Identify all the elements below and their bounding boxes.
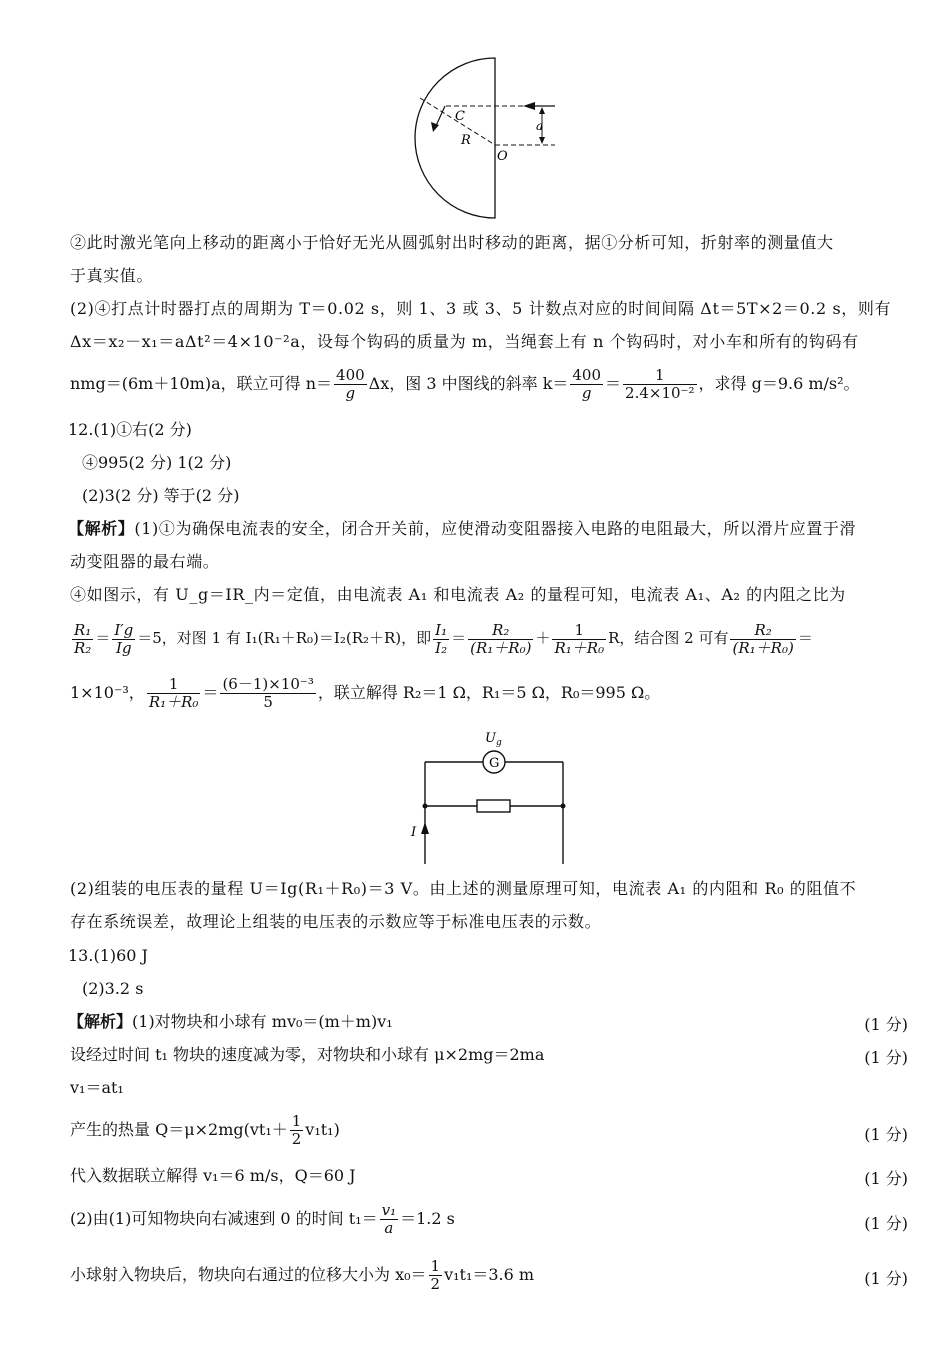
- q12-answer-2: ④995(2 分) 1(2 分): [82, 453, 232, 472]
- frac-half: [429, 1258, 443, 1293]
- q12-answer-3: (2)3(2 分) 等于(2 分): [82, 486, 240, 505]
- frac-ig: [112, 622, 135, 657]
- q12-answer-1: 12.(1)①右(2 分): [68, 420, 192, 439]
- label-a: a: [536, 119, 544, 133]
- junction-left: [423, 804, 428, 809]
- frac-den: (R₁＋R₀): [470, 638, 532, 657]
- frac-den: a: [384, 1219, 394, 1237]
- para-5: [70, 365, 860, 403]
- current-arrow: [421, 822, 429, 834]
- junction-right: [561, 804, 566, 809]
- q12-explain-6: (2)组装的电压表的量程 U＝Ig(R₁＋R₀)＝3 V。由上述的测量原理可知，电流表 A₁ 的内阻和 R₀ 的阻值不: [70, 879, 857, 898]
- fraction-400-g-2: [570, 367, 603, 402]
- e5-pre: 1×10⁻³，: [70, 683, 145, 702]
- frac-den: I₂: [435, 638, 448, 657]
- frac-num: 400: [572, 366, 602, 384]
- frac-num: 400: [336, 366, 365, 384]
- eq-sign: ＝: [202, 683, 219, 702]
- frac-num: I′g: [114, 620, 134, 639]
- para-3: (2)④打点计时器打点的周期为 T＝0.02 s，则 1、3 或 3、5 计数点对应的时间间隔 Δt＝5T×2＝0.2 s，则有: [70, 299, 892, 318]
- q13-step-1: [68, 1012, 393, 1032]
- para-2: 于真实值。: [70, 266, 154, 285]
- label-o: O: [497, 149, 508, 164]
- frac-num: I₁: [435, 620, 448, 639]
- s4-pre: 产生的热量 Q＝μ×2mg(vt₁＋: [70, 1120, 288, 1139]
- frac-num: R₂: [468, 622, 533, 640]
- frac-num: (6－1)×10⁻³: [222, 675, 314, 693]
- e4-mid1: ＝5，对图 1 有 I₁(R₁＋R₀)＝I₂(R₂＋R)，即: [137, 629, 432, 647]
- eq-sign: ＝: [797, 629, 813, 647]
- label-c: C: [455, 109, 465, 124]
- dim-head-up: [539, 107, 545, 114]
- q12-explain-1: [68, 519, 856, 539]
- frac-den: g: [345, 384, 356, 402]
- e5-post: ，联立解得 R₂＝1 Ω，R₁＝5 Ω，R₀＝995 Ω。: [317, 683, 661, 702]
- s6-post: ＝1.2 s: [400, 1209, 455, 1228]
- eq-sign: ＝: [451, 629, 467, 647]
- q13-answer-1: 13.(1)60 J: [68, 946, 148, 965]
- frac-num: 1: [430, 1257, 441, 1275]
- score-mark: (1 分): [864, 1214, 908, 1233]
- frac-half: [290, 1113, 304, 1148]
- q12-e1-text: (1)①为确保电流表的安全，闭合开关前，应使滑动变阻器接入电路的电阻最大，所以滑片应置于滑: [134, 519, 857, 538]
- fraction-1-over-2.4e-2: [623, 367, 696, 402]
- frac-1-sum: [552, 622, 606, 657]
- s6-pre: (2)由(1)可知物块向右减速到 0 的时间 t₁＝: [70, 1209, 378, 1228]
- s7-post: v₁t₁＝3.6 m: [444, 1265, 535, 1284]
- q12-explain-4: [70, 619, 813, 657]
- frac-v1-a: [380, 1202, 399, 1237]
- frac-num: 1: [291, 1112, 302, 1130]
- ray-arrowhead: [523, 102, 535, 110]
- resistor: [477, 800, 510, 812]
- label-i: I: [411, 825, 417, 840]
- frac-num: 1: [623, 367, 696, 385]
- frac-r1-r2: [72, 622, 93, 657]
- frac-den: 2.4×10⁻²: [625, 384, 695, 402]
- frac-den: (R₁＋R₀): [732, 638, 794, 657]
- analysis-tag: 【解析】: [68, 1012, 133, 1031]
- q13-step-6: [70, 1199, 455, 1239]
- q13-step-5: 代入数据联立解得 v₁＝6 m/s，Q＝60 J: [70, 1166, 356, 1185]
- q12-explain-7: 存在系统误差，故理论上组装的电压表的示数应等于标准电压表的示数。: [70, 912, 602, 931]
- q12-explain-3: ④如图示，有 U_g＝IR_内＝定值，由电流表 A₁ 和电流表 A₂ 的量程可知，电流表 A₁、A₂ 的内阻之比为: [70, 585, 846, 604]
- score-mark: (1 分): [864, 1015, 908, 1034]
- q12-explain-5: [70, 673, 660, 713]
- circuit-figure: [405, 726, 575, 868]
- p5-post: ，求得 g＝9.6 m/s²。: [698, 374, 860, 393]
- score-mark: (1 分): [864, 1125, 908, 1144]
- para-4: Δx＝x₂－x₁＝aΔt²＝4×10⁻²a，设每个钩码的质量为 m，当绳套上有 n 个钩码时，对小车和所有的钩码有: [70, 332, 859, 351]
- p5-eq: ＝: [605, 374, 622, 393]
- frac-r2-sum: [468, 622, 533, 657]
- frac-den: g: [581, 384, 592, 402]
- frac-den: 2: [430, 1275, 441, 1293]
- frac-1-sum: [147, 676, 201, 711]
- frac-den: R₁＋R₀: [148, 693, 199, 711]
- para-1: ②此时激光笔向上移动的距离小于恰好无光从圆弧射出时移动的距离，据①分析可知，折射率的测量值大: [70, 233, 834, 252]
- refracted-arrowhead: [431, 122, 439, 132]
- p5-pre: nmg＝(6m＋10m)a，联立可得 n＝: [70, 374, 333, 393]
- q12-explain-2: 动变阻器的最右端。: [70, 552, 220, 571]
- q13-s1-text: (1)对物块和小球有 mv₀＝(m＋m)v₁: [132, 1012, 393, 1031]
- score-mark: (1 分): [864, 1169, 908, 1188]
- frac-num: 1: [147, 676, 201, 694]
- frac-num: 1: [552, 622, 606, 640]
- score-mark: (1 分): [864, 1048, 908, 1067]
- frac-r2-sum-2: [730, 622, 795, 657]
- q13-step-2: 设经过时间 t₁ 物块的速度减为零，对物块和小球有 μ×2mg＝2ma: [70, 1045, 545, 1064]
- frac-slope: [220, 676, 315, 711]
- frac-den: R₁＋R₀: [554, 638, 605, 657]
- label-r: R: [461, 133, 471, 148]
- frac-num: v₁: [381, 1201, 397, 1219]
- s4-post: v₁t₁): [305, 1120, 340, 1139]
- eq-sign: ＝: [95, 629, 111, 647]
- dim-head-down: [539, 137, 545, 144]
- frac-den: R₂: [74, 638, 92, 657]
- label-g: G: [489, 756, 500, 771]
- q13-answer-2: (2)3.2 s: [82, 979, 144, 998]
- fraction-400-g: [334, 367, 367, 402]
- s7-pre: 小球射入物块后，物块向右通过的位移大小为 x₀＝: [70, 1265, 427, 1284]
- plus-sign: ＋: [535, 629, 551, 647]
- frac-den: Ig: [116, 638, 132, 657]
- score-mark: (1 分): [864, 1269, 908, 1288]
- frac-i1-i2: [433, 622, 449, 657]
- analysis-tag: 【解析】: [68, 519, 135, 538]
- frac-num: R₁: [74, 620, 92, 639]
- frac-den: 5: [263, 693, 273, 711]
- q13-step-7: [70, 1255, 534, 1295]
- e4-mid2: R，结合图 2 可有: [608, 629, 729, 647]
- q13-step-4: [70, 1110, 340, 1150]
- p5-mid: Δx，图 3 中图线的斜率 k＝: [368, 374, 569, 393]
- q13-step-3: v₁＝at₁: [70, 1078, 124, 1097]
- label-ug: $U_g$: [485, 731, 502, 748]
- lens-figure: [405, 50, 575, 220]
- frac-num: R₂: [730, 622, 795, 640]
- frac-den: 2: [291, 1130, 302, 1148]
